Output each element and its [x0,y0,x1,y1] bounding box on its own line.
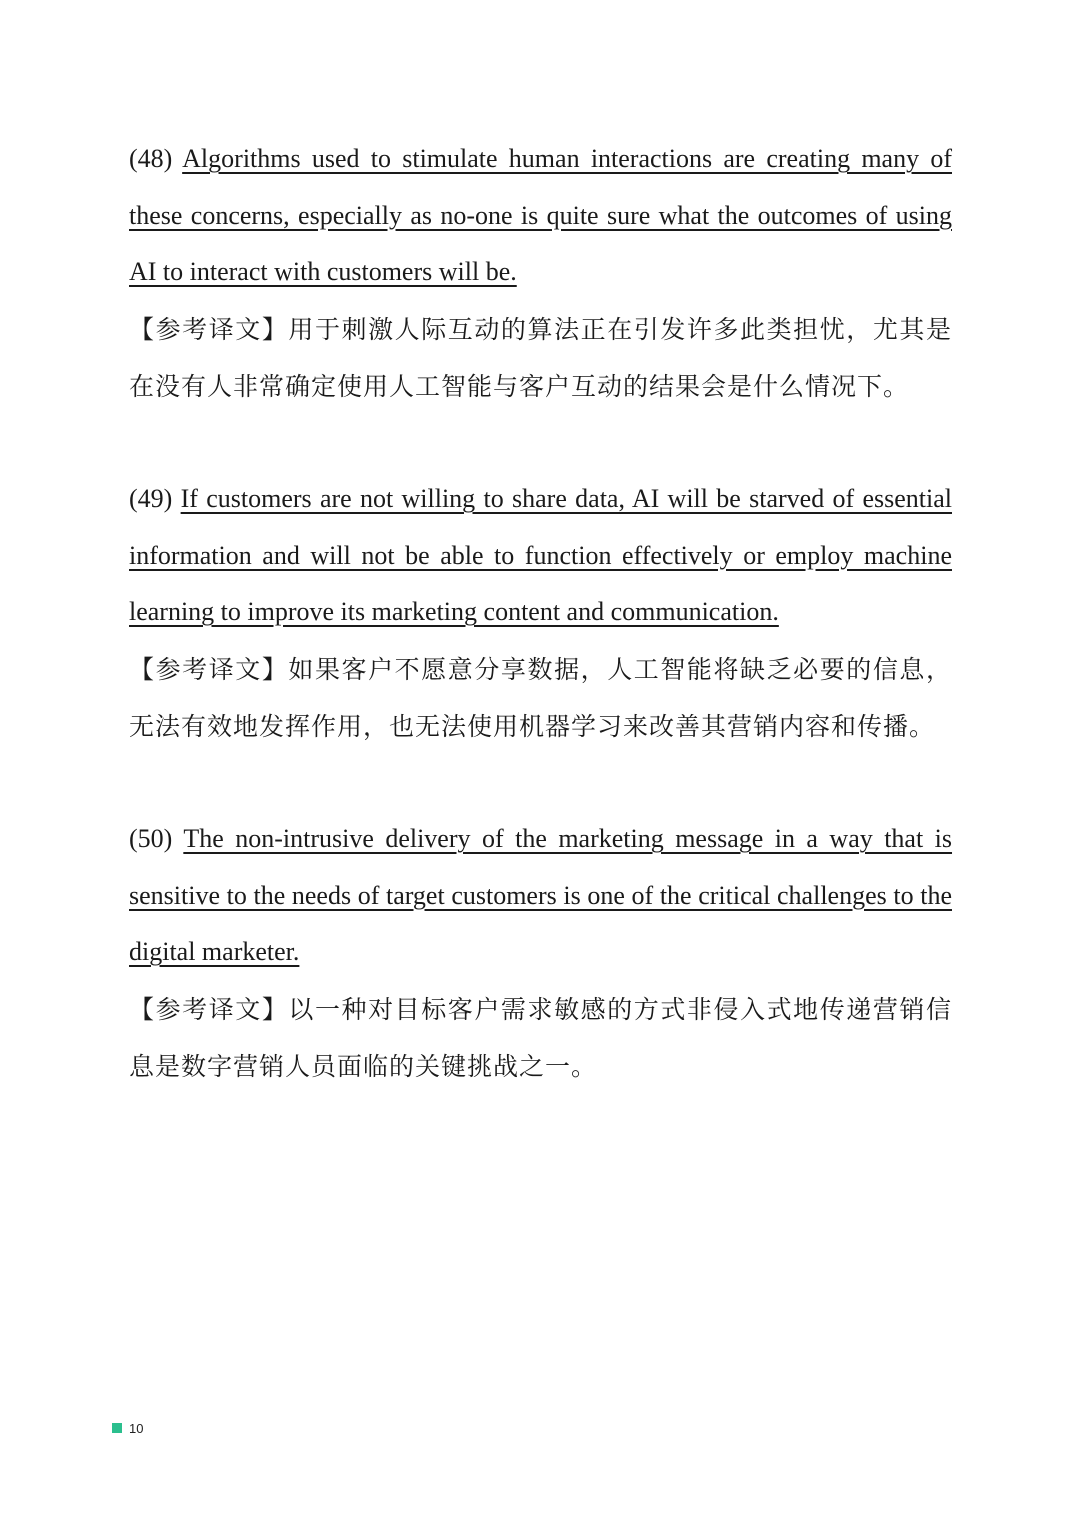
translation-item-49 [129,471,952,755]
chinese-translation [129,641,952,755]
page-number: 10 [129,1420,144,1436]
translation-text: 以一种对目标客户需求敏感的方式非侵入式地传递营销信息是数字营销人员面临的关键挑战之一。 [129,994,952,1081]
item-number: (48) [129,144,173,173]
translation-text: 用于刺激人际互动的算法正在引发许多此类担忧，尤其是在没有人非常确定使用人工智能与客户互动的结果会是什么情况下。 [129,314,952,401]
english-sentence [129,131,952,301]
page-footer [112,1419,143,1437]
translation-item-48 [129,131,952,415]
underlined-sentence: If customers are not willing to share data, AI will be starved of essential information and will not be able to function effectively or employ machine learning to improve its marketing content and communication. [129,484,952,626]
item-number: (49) [129,484,173,513]
translation-text: 如果客户不愿意分享数据，人工智能将缺乏必要的信息，无法有效地发挥作用，也无法使用机器学习来改善其营销内容和传播。 [129,654,952,741]
item-number: (50) [129,824,173,853]
translation-label: 【参考译文】 [129,314,289,344]
english-sentence [129,471,952,641]
translation-label: 【参考译文】 [129,994,289,1024]
underlined-sentence: The non-intrusive delivery of the marketing message in a way that is sensitive to the needs of target customers is one of the critical challenges to the digital marketer. [129,824,953,966]
chinese-translation [129,981,952,1095]
english-sentence [129,811,952,981]
underlined-sentence: Algorithms used to stimulate human interactions are creating many of these concerns, especially as no-one is quite sure what the outcomes of using AI to interact with customers will be. [129,144,952,286]
translation-item-50 [129,811,952,1095]
green-square-icon [112,1423,122,1433]
chinese-translation [129,301,952,415]
translation-label: 【参考译文】 [129,654,289,684]
